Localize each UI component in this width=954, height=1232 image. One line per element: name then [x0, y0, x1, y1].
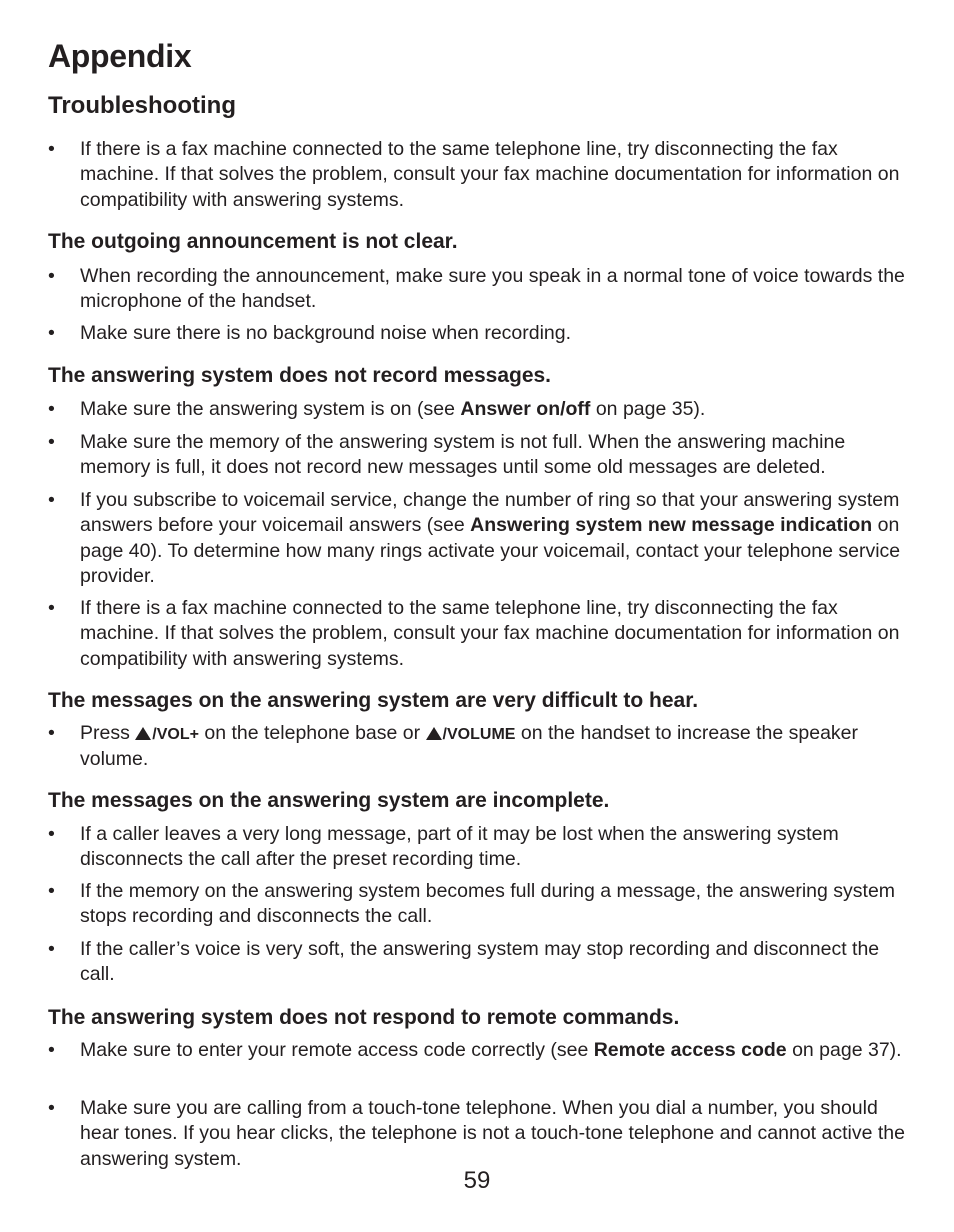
bullet: • — [48, 398, 55, 420]
text-run: Make sure the answering system is on (see — [80, 398, 461, 420]
bullet: • — [48, 722, 55, 744]
bullet: • — [48, 265, 55, 287]
key-label: /VOLUME — [442, 726, 516, 743]
list-item — [48, 937, 918, 988]
bullet-text: If there is a fax machine connected to the same telephone line, try disconnecting the fax machine. If that solves the problem, consult your fax machine documentation for information on compatibility with answering systems. — [80, 597, 900, 670]
bullet: • — [48, 823, 55, 845]
bullet: • — [48, 1097, 55, 1119]
list-item — [48, 430, 918, 481]
bullet: • — [48, 431, 55, 453]
key-label: /VOL+ — [152, 726, 199, 743]
bullet-text: Make sure there is no background noise when recording. — [80, 322, 572, 344]
page-title: Appendix — [48, 38, 192, 74]
problem-heading: The answering system does not record messages. — [48, 364, 552, 387]
volume-up-icon — [426, 727, 442, 740]
section-title: Troubleshooting — [48, 92, 236, 119]
bullet: • — [48, 880, 55, 902]
bullet: • — [48, 322, 55, 344]
text-run: on the handset to increase the speaker volume. — [80, 722, 859, 771]
text-run: on page 37). — [786, 1039, 902, 1061]
bullet-text — [80, 397, 918, 422]
volume-up-icon — [135, 727, 151, 740]
text-run: on the telephone base or — [198, 722, 426, 744]
bullet-text — [80, 488, 918, 589]
text-run: on page 40). To determine how many rings activate your voicemail, contact your telephone service provider. — [80, 514, 901, 587]
text-run: Make sure to enter your remote access code correctly (see — [80, 1039, 594, 1061]
problem-heading: The messages on the answering system are incomplete. — [48, 789, 610, 812]
cross-reference: Remote access code — [593, 1039, 787, 1061]
bullet-text — [80, 1038, 918, 1063]
problem-heading: The answering system does not respond to remote commands. — [48, 1006, 680, 1029]
bullet-text: Make sure the memory of the answering system is not full. When the answering machine memory is full, it does not record new messages until some old messages are deleted. — [80, 431, 846, 479]
problem-heading: The outgoing announcement is not clear. — [48, 230, 458, 253]
bullet-text: If there is a fax machine connected to the same telephone line, try disconnecting the fax machine. If that solves the problem, consult your fax machine documentation for information on compatibility with answering systems. — [80, 138, 900, 211]
bullet: • — [48, 597, 55, 619]
text-run: Press — [80, 722, 136, 744]
text-run: on page 35). — [590, 398, 706, 420]
bullet-text: If the caller’s voice is very soft, the answering system may stop recording and disconnect the call. — [80, 938, 880, 986]
bullet: • — [48, 1039, 55, 1061]
list-item — [48, 822, 918, 873]
bullet-text: If the memory on the answering system becomes full during a message, the answering system stops recording and disconnects the call. — [80, 880, 896, 928]
bullet: • — [48, 489, 55, 511]
list-item — [48, 1096, 918, 1172]
list-item — [48, 137, 918, 213]
problem-heading: The messages on the answering system are very difficult to hear. — [48, 689, 699, 712]
bullet-text — [80, 721, 918, 773]
bullet: • — [48, 138, 55, 160]
bullet-text: Make sure you are calling from a touch-tone telephone. When you dial a number, you should hear tones. If you hear clicks, the telephone is not a touch-tone telephone and cannot active the answering system. — [80, 1097, 905, 1170]
list-item — [48, 1038, 918, 1063]
list-item — [48, 721, 918, 773]
page-number: 59 — [463, 1167, 491, 1194]
list-item — [48, 879, 918, 930]
list-item — [48, 397, 918, 422]
list-item — [48, 596, 918, 672]
cross-reference: Answer on/off — [460, 398, 591, 420]
bullet-text: When recording the announcement, make sure you speak in a normal tone of voice towards the microphone of the handset. — [80, 265, 905, 313]
bullet: • — [48, 938, 55, 960]
list-item — [48, 488, 918, 589]
list-item — [48, 264, 918, 315]
cross-reference: Answering system new message indication — [470, 514, 873, 537]
list-item — [48, 321, 918, 346]
text-run: If you subscribe to voicemail service, change the number of ring so that your answering system answers before your voicemail answers (see — [80, 489, 900, 537]
bullet-text: If a caller leaves a very long message, part of it may be lost when the answering system disconnects the call after the preset recording time. — [80, 823, 839, 871]
